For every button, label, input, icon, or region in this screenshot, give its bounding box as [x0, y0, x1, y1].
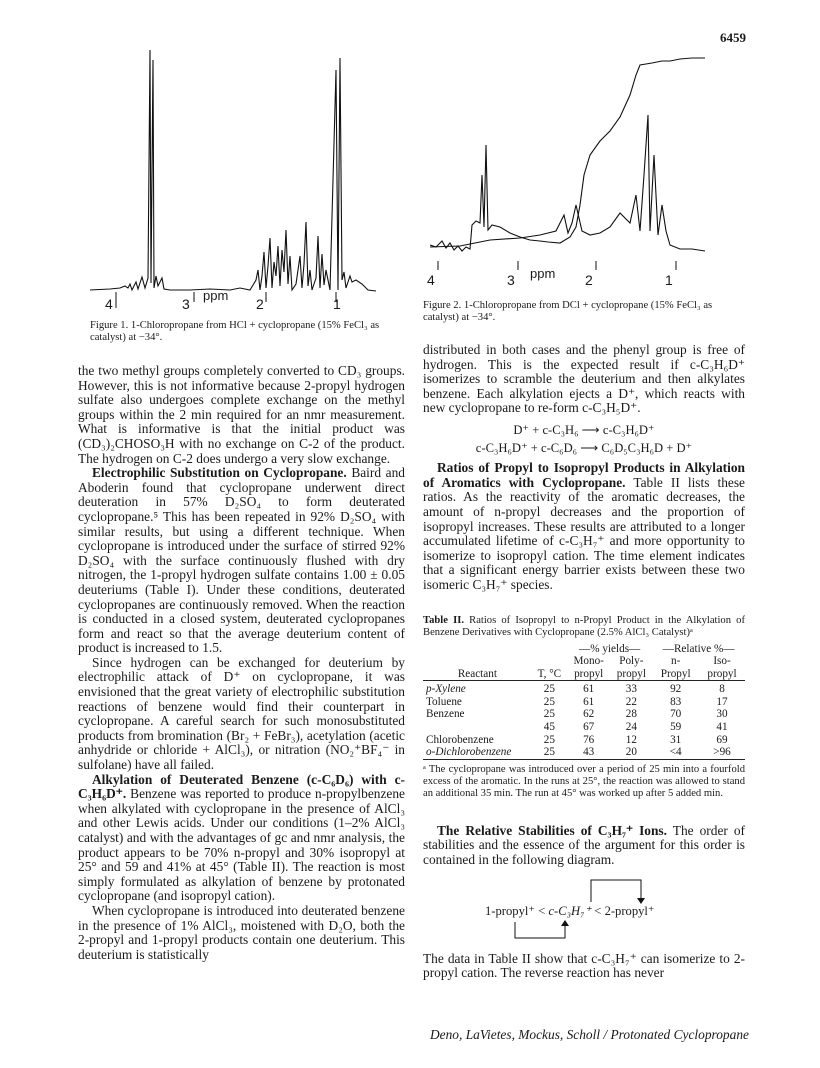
fig1-tick-3: 3 — [182, 296, 190, 312]
section-heading: Alkylation of Deuterated Benzene (c-C₆D₆) with c-C₃H₆D⁺. — [78, 771, 405, 802]
paragraph: Since hydrogen can be exchanged for deuterium by electrophilic attack of D⁺ on cyclopropane, it was envisioned that the great variety of electrophilic substitution reactions of benzene would find their counterpart in cyclopropane. A careful search for such monosubstituted products from bromination (Br₂ + FeBr₃), acetylation (acetic anhydride or chloride + AlCl₃), or nitration (NO₂⁺BF₄⁻ in sulfolane) have all failed. — [78, 654, 405, 773]
table-cell: 43 — [583, 746, 595, 759]
table-row — [423, 734, 745, 747]
table-cell: >96 — [713, 746, 731, 759]
table-cell: Toluene — [426, 695, 462, 708]
table-cell: 67 — [583, 721, 595, 734]
table-row — [423, 721, 745, 734]
table-cell: Benzene — [426, 708, 465, 721]
table-cell: 17 — [716, 695, 728, 708]
table-cell: 61 — [583, 695, 595, 708]
column-header — [532, 655, 567, 668]
paragraph — [423, 824, 745, 868]
table-cell: 70 — [670, 708, 682, 721]
table-cell: 31 — [670, 733, 682, 746]
table-cell: o-Dichlorobenzene — [426, 746, 512, 759]
table-cell: 25 — [543, 746, 555, 759]
table-cell: 41 — [716, 721, 728, 734]
column-header: Poly- — [619, 655, 644, 668]
table-row — [423, 696, 745, 709]
table-cell: 8 — [719, 683, 725, 696]
stability-order — [485, 904, 655, 919]
left-column — [78, 364, 405, 962]
table-cell: 25 — [543, 695, 555, 708]
section-heading: The Relative Stabilities of C₃H₇⁺ Ions. — [437, 822, 667, 838]
paragraph: When cyclopropane is introduced into deuterated benzene in the presence of 1% AlCl₃, moistened with D₂O, both the 2-propyl and 1-propyl products contain one deuterium. This deuterium is statistically — [78, 902, 405, 962]
one-propyl-cation: 1-propyl⁺ — [485, 903, 536, 918]
table-cell: 24 — [625, 721, 637, 734]
column-header: propyl — [616, 667, 646, 680]
equation-1: D⁺ + c-C₃H₆ ⟶ c-C₃H₆D⁺ — [513, 422, 655, 437]
column-header: T, °C — [537, 667, 562, 680]
figure-1-caption: Figure 1. 1-Chloropropane from HCl + cyclopropane (15% FeCl₃ as catalyst) at −34°. — [90, 320, 380, 343]
paragraph — [78, 466, 405, 656]
table-cell: 25 — [543, 708, 555, 721]
group-header-relative: —Relative %— — [662, 642, 735, 655]
paragraph-text: Table II lists these ratios. As the reactivity of the aromatic decreases, the amount of n-propyl decreases and the proportion of isopropyl increases. These results are attributed to a longer accumulated lifetime of c-C₃H₇⁺ and more opportunity to isomerize to isopropyl cation. The time element indicates that a significant energy barrier exists between these two isomeric C₃H₇⁺ species. — [423, 474, 745, 592]
table-cell: 59 — [670, 721, 682, 734]
table-cell: 62 — [583, 708, 595, 721]
column-header: Reactant — [457, 667, 497, 680]
paragraph-text: The order of stabilities and the essence of the argument for this order is contained in the following diagram. — [423, 822, 746, 868]
paragraph: The data in Table II show that c-C₃H₇⁺ can isomerize to 2-propyl cation. The reverse reaction has never — [423, 950, 745, 981]
table-cell: 69 — [716, 733, 728, 746]
table-cell: 28 — [625, 708, 637, 721]
column-header: n- — [671, 655, 681, 668]
fig2-axis-unit: ppm — [530, 266, 556, 281]
paragraph: distributed in both cases and the phenyl group is free of hydrogen. This is the expected result if c-C₃H₆D⁺ isomerizes to scramble the deuterium and then alkylates benzene. Each alkylation ejects a D⁺, which reacts with new cyclopropane to re-form c-C₃H₅D⁺. — [423, 342, 745, 416]
cyclopropyl-cation: c-C₃H₇⁺ — [548, 903, 592, 918]
table-cell: 76 — [583, 733, 595, 746]
running-footer: Deno, LaVietes, Mockus, Scholl / Protonated Cyclopropane — [430, 1027, 749, 1042]
fig1-tick-2: 2 — [256, 296, 264, 312]
table-cell: p-Xylene — [426, 683, 466, 696]
equation-2: c-C₃H₆D⁺ + c-C₆D₆ ⟶ C₆D₅C₃H₆D + D⁺ — [475, 440, 693, 455]
table-cell: 61 — [583, 683, 595, 696]
section-heading: Ratios of Propyl to Isopropyl Products in Alkylation of Aromatics with Cyclopropane. — [423, 460, 745, 490]
fig2-tick-4: 4 — [427, 272, 435, 288]
table-caption — [423, 615, 745, 639]
right-column — [423, 343, 745, 981]
group-header-yields: —% yields— — [579, 642, 641, 655]
page-number: 6459 — [720, 30, 746, 45]
table-cell: 22 — [625, 695, 637, 708]
paragraph: the two methyl groups completely converted to CD₃ groups. However, this is not informative because 2-propyl hydrogen sulfate also undergoes complete exchange on the methyl groups within the 2 min required for an nmr measurement. What is informative is that the initial product was (CD₃)₂CHOSO₃H with no exchange on C-2 of the product. The hydrogen on C-2 does undergo a very slow exchange. — [78, 363, 405, 466]
data-table — [423, 643, 745, 762]
table-row — [423, 746, 745, 759]
fig2-tick-1: 1 — [665, 272, 673, 288]
paragraph — [78, 773, 405, 904]
table-cell: 33 — [625, 683, 637, 696]
table-cell: 45 — [543, 721, 555, 734]
table-caption-text: Ratios of Isopropyl to n-Propyl Product in the Alkylation of Benzene Derivatives with Cyclopropane (2.5% AlCl₃ Catalyst)ᵃ — [423, 614, 745, 638]
column-header: propyl — [574, 667, 604, 680]
paragraph-text: Benzene was reported to produce n-propylbenzene when alkylated with cyclopropane in the presence of AlCl₃ and other Lewis acids. Under our conditions (1–2% AlCl₃ catalyst) and with the advantages of gc and nmr analysis, the product appears to be 70% n-propyl and 30% isopropyl at 25° and 59 and 41% at 45° (Table II). The reaction is most simply formulated as alkylation of benzene by protonated cyclopropane (and isopropyl cation). — [78, 786, 405, 904]
column-header — [423, 655, 532, 668]
stability-diagram — [423, 872, 745, 950]
fig1-tick-1: 1 — [333, 296, 341, 312]
table-cell: 83 — [670, 695, 682, 708]
table-footnote: ᵃ The cyclopropane was introduced over a period of 25 min into a fourfold excess of the aromatic. In the runs at 25°, the reaction was allowed to stand an additional 35 min. The run at 45° was worked up after 5 added min. — [423, 763, 745, 799]
table-cell: 30 — [716, 708, 728, 721]
table-cell: 92 — [670, 683, 682, 696]
table-cell: Chlorobenzene — [426, 733, 494, 746]
paragraph — [423, 461, 745, 592]
figure-2-caption: Figure 2. 1-Chloropropane from DCl + cyclopropane (15% FeCl₃ as catalyst) at −34°. — [423, 300, 713, 323]
table-cell: 20 — [625, 746, 637, 759]
fig2-tick-3: 3 — [507, 272, 515, 288]
paragraph-text: Baird and Aboderin found that cyclopropane underwent direct deuteration in 57% D₂SO₄ to form deuterated cyclopropane.⁵ This has been repeated in 92% D₂SO₄ with similar results, but using a different technique. When cyclopropane is introduced under the surface of stirred 92% D₂SO₄ with the surface continuously flushed with dry nitrogen, the 1-propyl hydrogen sulfate contains 1.00 ± 0.05 deuteriums (Table I). Under these conditions, deuterated cyclopropanes are continuously removed. When the reaction is conducted in a closed system, deuterated cyclopropanes form and react so that the average deuterium content of product is increased to 1.5. — [78, 465, 405, 656]
fig1-axis-unit: ppm — [203, 288, 229, 303]
two-propyl-cation: 2-propyl⁺ — [604, 903, 655, 918]
table-2 — [423, 615, 745, 800]
less-than: < — [594, 903, 602, 918]
figure-2-spectrum — [430, 55, 720, 270]
column-header: Iso- — [713, 655, 731, 668]
table-row — [423, 708, 745, 721]
table-cell: 25 — [543, 683, 555, 696]
table-cell — [423, 721, 532, 734]
column-header: Mono- — [573, 655, 604, 668]
table-cell: 12 — [625, 733, 637, 746]
figure-1-spectrum — [90, 40, 380, 315]
table-label: Table II. — [423, 614, 464, 626]
table-row — [423, 683, 745, 696]
fig2-tick-2: 2 — [585, 272, 593, 288]
section-heading: Electrophilic Substitution on Cyclopropane. — [92, 465, 347, 481]
table-cell: <4 — [669, 746, 682, 759]
table-cell: 25 — [543, 733, 555, 746]
column-header: propyl — [707, 667, 737, 680]
column-header: Propyl — [660, 667, 691, 680]
less-than: < — [538, 903, 546, 918]
fig1-tick-4: 4 — [105, 296, 113, 312]
